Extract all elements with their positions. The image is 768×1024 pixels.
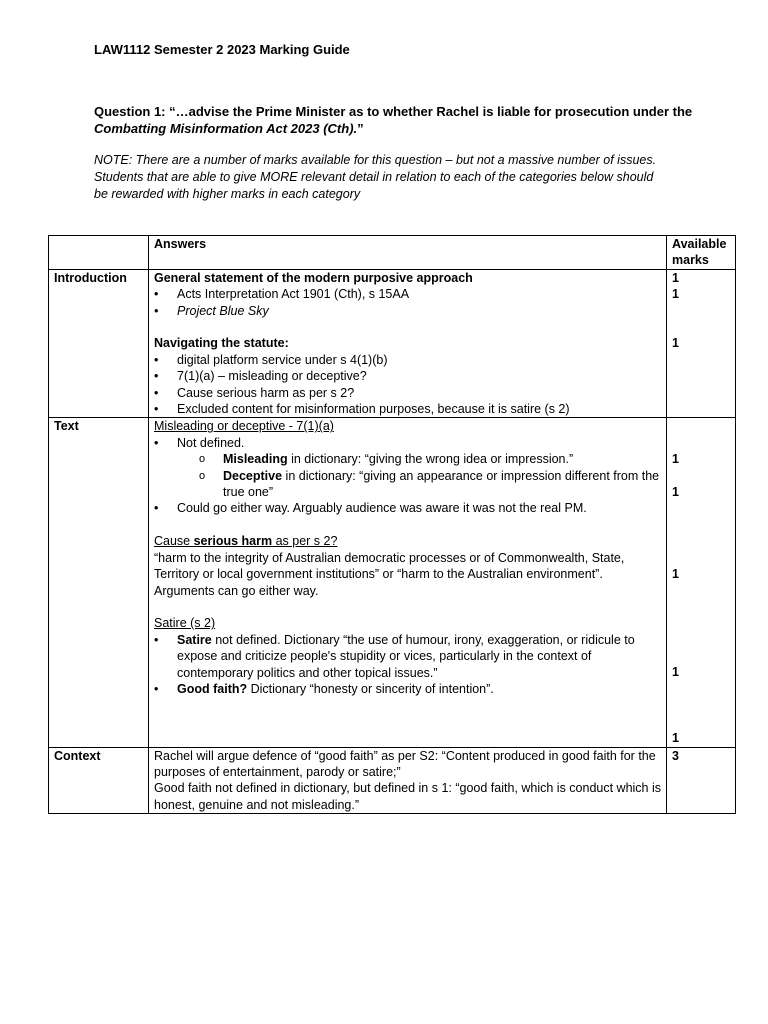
text-heading-misleading: Misleading or deceptive - 7(1)(a) xyxy=(154,419,334,434)
heading-part: as per s 2? xyxy=(272,534,338,549)
definition-text: not defined. Dictionary “the use of humour, irony, exaggeration, or ridicule to expose and criticize people's stupidity or vices, particularly in the context of contemporary politics and other topical issues.” xyxy=(177,632,635,680)
text-heading-serious-harm xyxy=(154,533,661,549)
question-heading xyxy=(94,103,694,137)
note-line: Students that are able to give MORE relevant detail in relation to each of the categories below should xyxy=(94,170,654,184)
marking-note xyxy=(94,152,694,203)
table-row-context xyxy=(49,747,736,814)
intro-heading-navigating: Navigating the statute: xyxy=(154,336,289,351)
table-row-introduction xyxy=(49,269,736,418)
mark-value: 1 xyxy=(672,730,679,745)
list-item: • Could go either way. Arguably audience was aware it was not the real PM. xyxy=(154,500,661,516)
document-title: LAW1112 Semester 2 2023 Marking Guide xyxy=(94,42,350,57)
definition-text: Dictionary “honesty or sincerity of intention”. xyxy=(247,681,494,696)
mark-value: 1 xyxy=(672,485,679,500)
sub-list-item xyxy=(154,468,661,501)
text-heading-satire: Satire (s 2) xyxy=(154,616,216,631)
header-marks-line: marks xyxy=(672,253,709,268)
definition-text: in dictionary: “giving the wrong idea or impression.” xyxy=(287,452,574,467)
question-lead: Question 1: “…advise the Prime Minister as to whether Rachel is liable for prosecution under the xyxy=(94,104,693,119)
row-label-text: Text xyxy=(49,418,149,747)
context-answers xyxy=(149,747,667,814)
header-marks-line: Available xyxy=(672,237,727,251)
list-item: • Cause serious harm as per s 2? xyxy=(154,385,661,401)
harm-argument: Arguments can go either way. xyxy=(154,583,319,598)
mark-value: 1 xyxy=(672,452,679,467)
list-item: • Not defined. xyxy=(154,435,661,451)
term-misleading: Misleading xyxy=(223,452,288,467)
table-row-text xyxy=(49,418,736,747)
heading-part-bold: serious harm xyxy=(193,534,273,549)
question-act-name: Combatting Misinformation Act 2023 (Cth). xyxy=(94,121,358,136)
question-close: ” xyxy=(357,121,364,136)
definition-text: in dictionary: “giving an appearance or impression different from the true one” xyxy=(223,468,660,500)
list-item: • 7(1)(a) – misleading or deceptive? xyxy=(154,368,661,384)
list-item: • Excluded content for misinformation purposes, because it is satire (s 2) xyxy=(154,401,661,417)
header-available-marks xyxy=(667,236,736,270)
table-header-row xyxy=(49,236,736,270)
mark-value: 1 xyxy=(672,567,679,581)
mark-value: 1 xyxy=(672,270,679,285)
context-marks xyxy=(667,747,736,814)
term-deceptive: Deceptive xyxy=(223,468,283,483)
note-line: NOTE: There are a number of marks available for this question – but not a massive number of issues. xyxy=(94,153,657,167)
row-label-context: Context xyxy=(49,747,149,814)
note-line: be rewarded with higher marks in each category xyxy=(94,187,361,201)
marking-table xyxy=(48,235,736,814)
sub-list-item xyxy=(154,451,661,467)
mark-value: 3 xyxy=(672,748,679,763)
introduction-marks xyxy=(667,269,736,418)
term-satire: Satire xyxy=(177,632,212,647)
heading-part: Cause xyxy=(154,534,194,549)
header-answers: Answers xyxy=(149,236,667,270)
mark-value: 1 xyxy=(672,665,679,680)
harm-definition: “harm to the integrity of Australian democratic processes or of Commonwealth, State, Territory or local government institutions” or “harm to the Australian environment”. xyxy=(154,550,625,582)
mark-value: 1 xyxy=(672,287,679,302)
text-answers xyxy=(149,418,667,747)
list-item xyxy=(154,632,661,681)
context-paragraph: Good faith not defined in dictionary, but defined in s 1: “good faith, which is conduct which is honest, genuine and not misleading.” xyxy=(154,781,662,812)
introduction-answers xyxy=(149,269,667,418)
intro-heading-purposive: General statement of the modern purposive approach xyxy=(154,270,473,285)
list-item: • Acts Interpretation Act 1901 (Cth), s 15AA xyxy=(154,286,661,302)
term-good-faith: Good faith? xyxy=(177,681,248,696)
list-item xyxy=(154,681,661,697)
context-paragraph: Rachel will argue defence of “good faith” as per S2: “Content produced in good faith for the purposes of entertainment, parody or satire;” xyxy=(154,748,656,779)
row-label-introduction: Introduction xyxy=(49,269,149,418)
list-item: • Project Blue Sky xyxy=(154,303,661,319)
mark-value: 1 xyxy=(672,336,679,351)
list-item: • digital platform service under s 4(1)(b) xyxy=(154,352,661,368)
text-marks xyxy=(667,418,736,747)
header-empty-cell xyxy=(49,236,149,270)
